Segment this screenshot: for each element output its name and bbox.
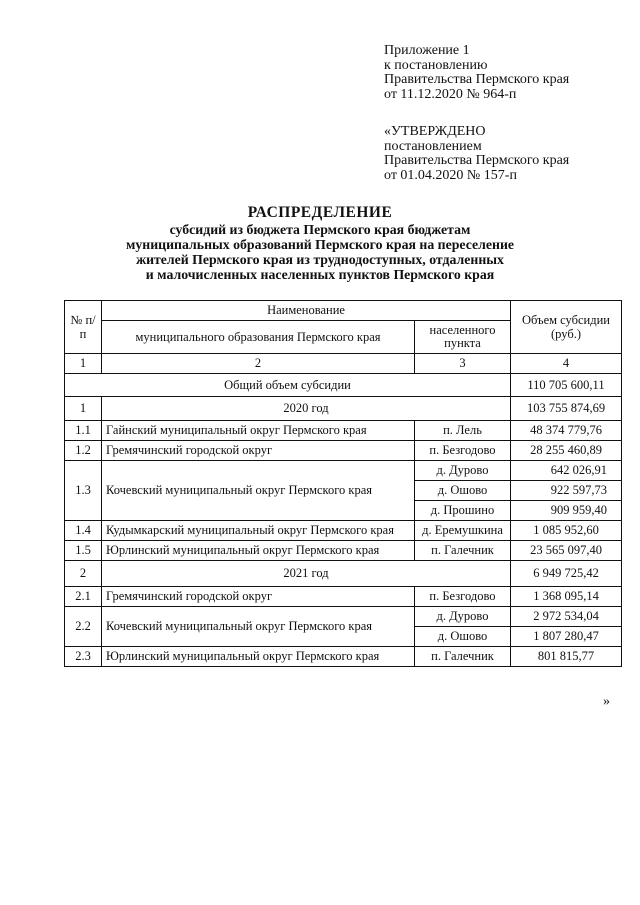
row-municipality: Юрлинский муниципальный округ Пермского края (102, 541, 415, 561)
row-amount: 801 815,77 (511, 647, 622, 667)
table-row (65, 587, 622, 607)
year-2021-amount: 6 949 725,42 (511, 561, 622, 587)
table-row (65, 441, 622, 461)
document-subtitle (60, 222, 580, 282)
row-num: 1.1 (65, 421, 102, 441)
year-2020-amount: 103 755 874,69 (511, 397, 622, 421)
row-settlement: п. Галечник (415, 541, 511, 561)
table-row (65, 521, 622, 541)
colnum-4: 4 (511, 354, 622, 374)
row-settlement: п. Лель (415, 421, 511, 441)
row-settlement: д. Ошово (415, 627, 511, 647)
subsidy-table (64, 300, 622, 667)
header-num: № п/п (65, 301, 102, 354)
total-row (65, 374, 622, 397)
total-label: Общий объем субсидии (65, 374, 511, 397)
row-amount: 1 807 280,47 (511, 627, 622, 647)
row-amount: 23 565 097,40 (511, 541, 622, 561)
row-amount: 642 026,91 (511, 461, 622, 481)
year-2020-num: 1 (65, 397, 102, 421)
row-municipality: Гремячинский городской округ (102, 441, 415, 461)
row-amount: 28 255 460,89 (511, 441, 622, 461)
table-row (65, 607, 622, 627)
row-settlement: п. Безгодово (415, 587, 511, 607)
row-municipality: Кочевский муниципальный округ Пермского края (102, 607, 415, 647)
table-row (65, 647, 622, 667)
subtitle-line-2: муниципальных образований Пермского края на переселение (125, 237, 515, 252)
row-settlement: д. Дурово (415, 461, 511, 481)
row-settlement: д. Прошино (415, 501, 511, 521)
subtitle-line-4: и малочисленных населенных пунктов Пермского края (145, 267, 495, 282)
year-2020-label: 2020 год (102, 397, 511, 421)
annex-line-4: от 11.12.2020 № 964-п (384, 86, 517, 102)
table-row (65, 541, 622, 561)
header-municipality: муниципального образования Пермского края (102, 321, 415, 354)
year-2021-label: 2021 год (102, 561, 511, 587)
annex-line-2: к постановлению (384, 57, 488, 73)
row-settlement: д. Ошово (415, 481, 511, 501)
row-settlement: п. Галечник (415, 647, 511, 667)
year-2021-row (65, 561, 622, 587)
row-amount: 1 085 952,60 (511, 521, 622, 541)
table-row (65, 421, 622, 441)
row-amount: 2 972 534,04 (511, 607, 622, 627)
year-2020-row (65, 397, 622, 421)
column-numbers-row (65, 354, 622, 374)
approved-line-2: постановлением (384, 138, 482, 154)
row-amount: 909 959,40 (511, 501, 622, 521)
row-municipality: Юрлинский муниципальный округ Пермского края (102, 647, 415, 667)
subtitle-line-1: субсидий из бюджета Пермского края бюджетам (169, 222, 471, 237)
year-2021-num: 2 (65, 561, 102, 587)
row-num: 2.2 (65, 607, 102, 647)
approved-line-1: «УТВЕРЖДЕНО (384, 124, 486, 139)
row-num: 1.2 (65, 441, 102, 461)
row-municipality: Гремячинский городской округ (102, 587, 415, 607)
annex-block (384, 44, 569, 102)
colnum-3: 3 (415, 354, 511, 374)
row-num: 2.1 (65, 587, 102, 607)
row-num: 2.3 (65, 647, 102, 667)
row-municipality: Кочевский муниципальный округ Пермского края (102, 461, 415, 521)
row-amount: 922 597,73 (511, 481, 622, 501)
row-num: 1.4 (65, 521, 102, 541)
table-header-row (65, 301, 622, 321)
row-municipality: Кудымкарский муниципальный округ Пермского края (102, 521, 415, 541)
total-amount: 110 705 600,11 (511, 374, 622, 397)
header-name: Наименование (102, 301, 511, 321)
closing-quote: » (603, 694, 610, 709)
row-amount: 1 368 095,14 (511, 587, 622, 607)
row-settlement: д. Дурово (415, 607, 511, 627)
subtitle-line-3: жителей Пермского края из труднодоступных, отдаленных (136, 252, 504, 267)
approved-line-4: от 01.04.2020 № 157-п (384, 167, 517, 183)
row-amount: 48 374 779,76 (511, 421, 622, 441)
colnum-2: 2 (102, 354, 415, 374)
row-settlement: п. Безгодово (415, 441, 511, 461)
approved-line-3: Правительства Пермского края (384, 153, 570, 168)
colnum-1: 1 (65, 354, 102, 374)
annex-line-3: Правительства Пермского края (384, 72, 570, 87)
approved-block (384, 125, 569, 183)
row-num: 1.3 (65, 461, 102, 521)
row-num: 1.5 (65, 541, 102, 561)
annex-line-1: Приложение 1 (384, 43, 470, 58)
header-amount: Объем субсидии (руб.) (511, 301, 622, 354)
table-row (65, 461, 622, 481)
document-title: РАСПРЕДЕЛЕНИЕ (247, 204, 393, 221)
row-settlement: д. Еремушкина (415, 521, 511, 541)
header-settlement: населенного пункта (415, 321, 511, 354)
row-municipality: Гайнский муниципальный округ Пермского края (102, 421, 415, 441)
